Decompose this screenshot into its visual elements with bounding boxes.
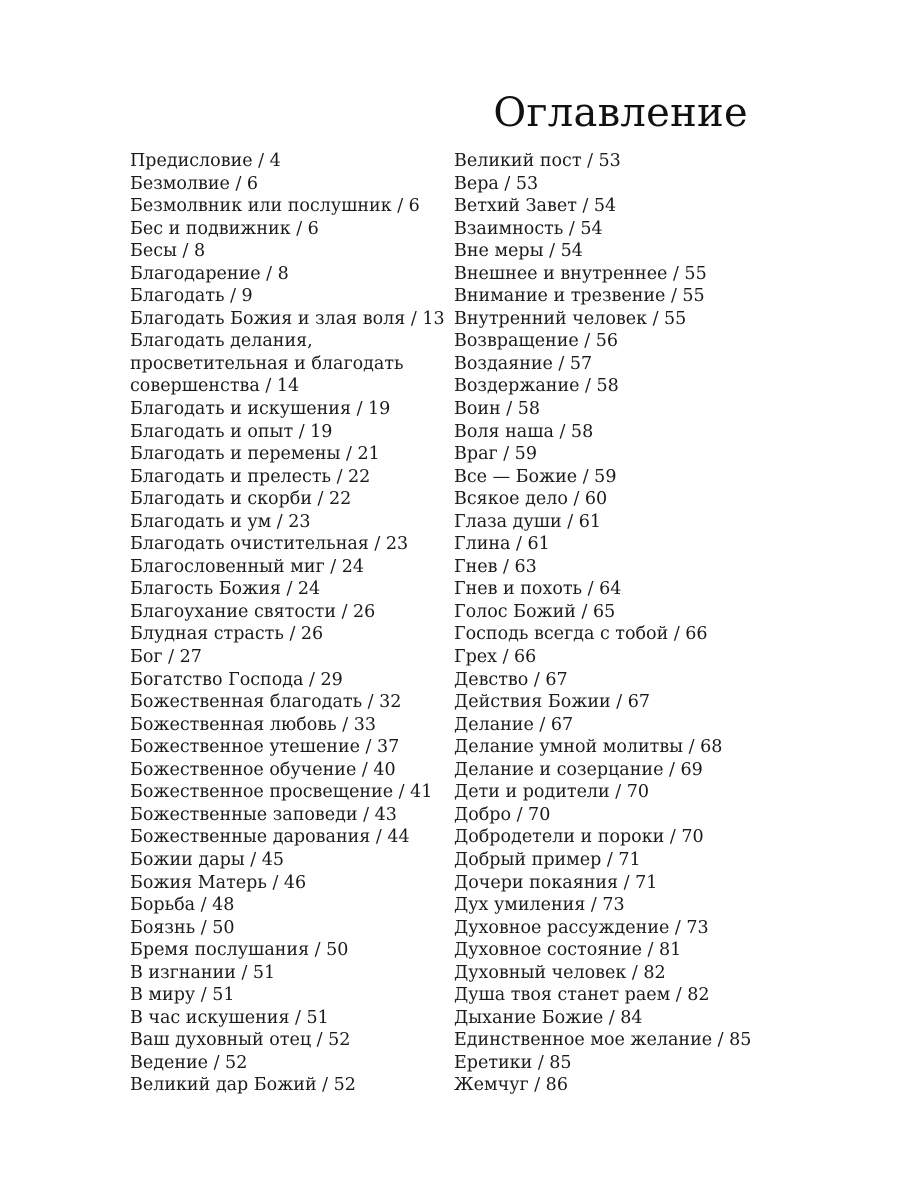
toc-entry: Божественное просвещение / 41 xyxy=(130,782,433,803)
toc-entry: Духовное рассуждение / 73 xyxy=(454,917,709,938)
toc-entry: Боязнь / 50 xyxy=(130,917,235,938)
toc-entry: В час искушения / 51 xyxy=(130,1007,329,1028)
toc-entry: Воздержание / 58 xyxy=(454,376,619,397)
toc-entry: Воин / 58 xyxy=(454,399,541,420)
toc-entry: Божии дары / 45 xyxy=(130,849,285,870)
toc-entry: Вера / 53 xyxy=(454,173,539,194)
toc-entry: Вне меры / 54 xyxy=(454,241,583,262)
toc-entry: Благодать и прелесть / 22 xyxy=(130,466,371,487)
toc-entry: Благодать и ум / 23 xyxy=(130,511,311,532)
toc-entry: Гнев / 63 xyxy=(454,556,537,577)
toc-right-column xyxy=(454,150,774,1097)
toc-entry: Дочери покаяния / 71 xyxy=(454,872,658,893)
toc-entry: Благодарение / 8 xyxy=(130,263,289,284)
toc-entry: Великий дар Божий / 52 xyxy=(130,1075,356,1096)
toc-entry: Глаза души / 61 xyxy=(454,511,601,532)
toc-entry: Еретики / 85 xyxy=(454,1052,572,1073)
toc-entry: Благодать Божия и злая воля / 13 xyxy=(130,308,445,329)
toc-entry: Благоухание святости / 26 xyxy=(130,601,376,622)
toc-entry: Ведение / 52 xyxy=(130,1052,248,1073)
toc-entry: Бесы / 8 xyxy=(130,241,206,262)
toc-entry: Голос Божий / 65 xyxy=(454,601,616,622)
toc-entry: Борьба / 48 xyxy=(130,895,235,916)
toc-entry: совершенства / 14 xyxy=(130,376,300,397)
toc-entry: Ветхий Завет / 54 xyxy=(454,196,617,217)
toc-entry: Грех / 66 xyxy=(454,647,537,668)
toc-entry: Божественные заповеди / 43 xyxy=(130,804,397,825)
toc-entry: Душа твоя станет раем / 82 xyxy=(454,985,710,1006)
toc-entry: Делание умной молитвы / 68 xyxy=(454,737,723,758)
toc-entry: Господь всегда с тобой / 66 xyxy=(454,624,708,645)
toc-entry: Благодать и перемены / 21 xyxy=(130,444,380,465)
toc-entry: В изгнании / 51 xyxy=(130,962,276,983)
toc-entry: В миру / 51 xyxy=(130,985,235,1006)
toc-entry: Благость Божия / 24 xyxy=(130,579,321,600)
toc-entry: Бог / 27 xyxy=(130,647,202,668)
toc-entry: просветительная и благодать xyxy=(130,353,404,374)
toc-left-column xyxy=(130,150,450,1097)
toc-entry: Богатство Господа / 29 xyxy=(130,669,343,690)
toc-entry: Благодать и скорби / 22 xyxy=(130,489,352,510)
toc-entry: Возвращение / 56 xyxy=(454,331,619,352)
toc-entry: Добродетели и пороки / 70 xyxy=(454,827,704,848)
toc-entry: Предисловие / 4 xyxy=(130,151,281,171)
toc-entry: Враг / 59 xyxy=(454,444,537,465)
toc-entry: Глина / 61 xyxy=(454,534,550,555)
toc-entry: Божественное утешение / 37 xyxy=(130,737,400,758)
toc-entry: Девство / 67 xyxy=(454,669,568,690)
toc-entry: Единственное мое желание / 85 xyxy=(454,1030,752,1051)
toc-entry: Действия Божии / 67 xyxy=(454,692,650,713)
toc-entry: Взаимность / 54 xyxy=(454,218,603,239)
toc-entry: Благодать делания, xyxy=(130,331,313,352)
toc-entry: Делание / 67 xyxy=(454,714,574,735)
toc-entry: Внешнее и внутреннее / 55 xyxy=(454,263,707,284)
toc-entry: Воздаяние / 57 xyxy=(454,353,593,374)
toc-entry: Гнев и похоть / 64 xyxy=(454,579,622,600)
toc-entry: Благодать очистительная / 23 xyxy=(130,534,409,555)
toc-entry: Внутренний человек / 55 xyxy=(454,308,687,329)
toc-entry: Божественная любовь / 33 xyxy=(130,714,376,735)
toc-entry: Дыхание Божие / 84 xyxy=(454,1007,643,1028)
toc-entry: Блудная страсть / 26 xyxy=(130,624,324,645)
toc-entry: Дети и родители / 70 xyxy=(454,782,650,803)
toc-entry: Добро / 70 xyxy=(454,804,551,825)
toc-entry: Благодать и опыт / 19 xyxy=(130,421,333,442)
toc-entry: Благодать / 9 xyxy=(130,286,253,307)
toc-entry: Безмолвие / 6 xyxy=(130,173,259,194)
toc-entry: Ваш духовный отец / 52 xyxy=(130,1030,351,1051)
toc-entry: Всякое дело / 60 xyxy=(454,489,608,510)
toc-entry: Делание и созерцание / 69 xyxy=(454,759,703,780)
toc-entry: Все — Божие / 59 xyxy=(454,466,617,487)
toc-entry: Добрый пример / 71 xyxy=(454,849,641,870)
toc-entry: Божественное обучение / 40 xyxy=(130,759,396,780)
toc-entry: Дух умиления / 73 xyxy=(454,895,625,916)
toc-entry: Бремя послушания / 50 xyxy=(130,940,349,961)
toc-entry: Внимание и трезвение / 55 xyxy=(454,286,705,307)
toc-entry: Безмолвник или послушник / 6 xyxy=(130,196,420,217)
toc-entry: Великий пост / 53 xyxy=(454,151,621,171)
toc-entry: Духовное состояние / 81 xyxy=(454,940,682,961)
page-title: Оглавление xyxy=(493,90,748,136)
toc-entry: Благодать и искушения / 19 xyxy=(130,399,391,420)
toc-entry: Воля наша / 58 xyxy=(454,421,594,442)
toc-entry: Божия Матерь / 46 xyxy=(130,872,307,893)
toc-entry: Божественная благодать / 32 xyxy=(130,692,402,713)
toc-entry: Духовный человек / 82 xyxy=(454,962,666,983)
toc-entry: Бес и подвижник / 6 xyxy=(130,218,319,239)
toc-entry: Божественные дарования / 44 xyxy=(130,827,410,848)
toc-entry: Жемчуг / 86 xyxy=(454,1075,568,1096)
toc-entry: Благословенный миг / 24 xyxy=(130,556,364,577)
